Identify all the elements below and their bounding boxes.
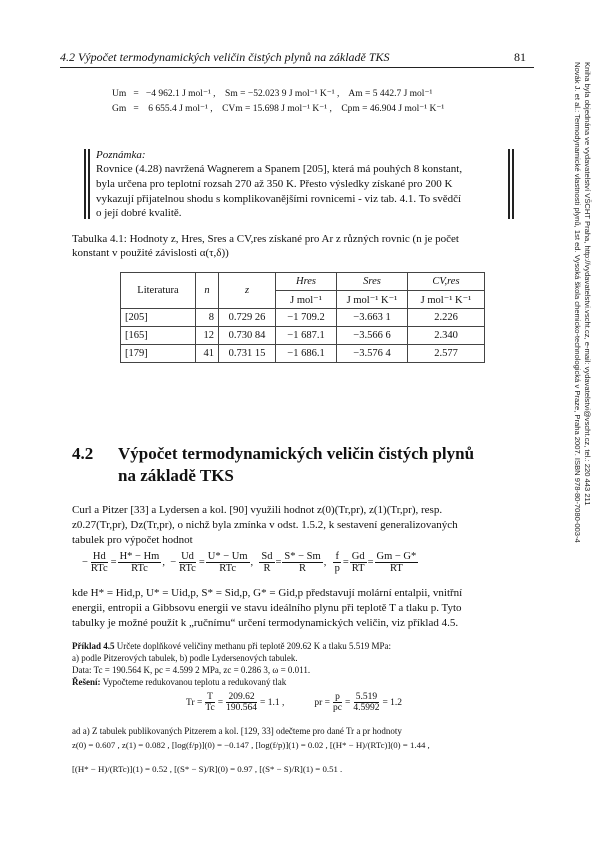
unit-hres: J mol⁻¹ [276, 291, 337, 309]
section-number: 4.2 [72, 444, 94, 463]
tr-value-num: 209.62 [228, 692, 255, 702]
sidebar-order-text: Kniha byla objednána ve vydavatelství VŠCHT Praha, http://vydavatelstvi.vscht.cz, e-mail: vydavatelstvi@vscht.cz, tel.: 220 443 211 [583, 62, 592, 506]
eq-u-diff-den: RTc [219, 563, 236, 574]
cell-lit: [205] [121, 309, 196, 327]
eq-g-diff-num: Gm − G* [376, 551, 417, 562]
example-line-6: z(0) = 0.607 , z(1) = 0.082 , [log(f/p)](0) = −0.147 , [log(f/p)](1) = 0.02 , [(H* − H)/(RTc)](0) = 1.44 , [72, 740, 430, 750]
table-row [121, 345, 485, 363]
sidebar-citation-text: Novák J. et al.: Termodynamické vlastnosti plynů, 1st ed. Vysoká škola chemicko-technologická v Praze, Praha 2007. ISBN 978-80-7080-003-4 [573, 62, 582, 543]
pr-value-den: 4.5992 [353, 703, 380, 713]
solution-label: Řešení: [72, 677, 101, 687]
cell-n: 41 [196, 345, 219, 363]
eq-g-diff-den: RT [390, 563, 403, 574]
body-p1-line-3: tabulek pro výpočet hodnot [72, 534, 193, 546]
sidebar-citation [572, 62, 582, 622]
col-header-cvres: CV,res [408, 273, 485, 291]
eq-s-diff-num: S* − Sm [284, 551, 321, 562]
example-line-7: [(H* − H)/(RTc)](1) = 0.52 , [(S* − S)/R](0) = 0.97 , [(S* − S)/R](1) = 0.51 . [72, 764, 343, 774]
section-title-line-1: Výpočet termodynamických veličin čistých plynů [118, 444, 475, 463]
body-p2-line-3: tabulky je možné použít k „ručnímu“ určení termodynamických veličin, viz příklad 4.5. [72, 617, 459, 629]
eq-h-diff-num: H* − Hm [119, 551, 160, 562]
col-header-z: z [219, 273, 276, 309]
pr-label: pr = [314, 697, 330, 708]
note-title: Poznámka: [96, 149, 146, 161]
cell-n: 12 [196, 327, 219, 345]
tr-value-den: 190.564 [226, 703, 257, 713]
pr-value-num: 5.519 [355, 692, 378, 702]
eq-gd-num: Gd [351, 551, 365, 562]
example-line-2: a) podle Pitzerových tabulek, b) podle Lydersenových tabulek. [72, 653, 298, 663]
tr-num: T [207, 692, 213, 702]
cell-hres: −1 687.1 [276, 327, 337, 345]
cell-sres: −3.566 6 [337, 327, 408, 345]
section-title-line-2: na základě TKS [118, 466, 234, 485]
eq-h-diff-den: RTc [131, 563, 148, 574]
eq-gd-den: RT [351, 563, 365, 574]
col-header-hres: Hres [276, 273, 337, 291]
cell-sres: −3.576 4 [337, 345, 408, 363]
note-right-bar-2 [512, 149, 514, 219]
pr-num: p [335, 692, 340, 702]
eq-f-den: p [334, 563, 340, 574]
example-line-1 [72, 641, 391, 653]
cell-cvres: 2.577 [408, 345, 485, 363]
equation-row: − $\frac{Hd}{\text{RTc}}$ = $\frac{H* - Hm}{\text{RTc}}$ , − $\frac{Ud}{\text{RTc}}$ = $\frac{U* - Um}{\text{RTc}}$ , $\frac{Sd}{R}$ = $\frac{S* - Sm}{R}$ , $\frac{f}{p}$ = $\frac{Gd}{RT}$ = $\frac{Gm - G*}{RT}$ [82, 551, 417, 574]
cell-z: 0.729 26 [219, 309, 276, 327]
cell-lit: [179] [121, 345, 196, 363]
eq-sd-num: Sd [261, 551, 273, 562]
tr-den: Tc [205, 703, 215, 713]
table-caption-line-1: Tabulka 4.1: Hodnoty z, Hres, Sres a CV,res získané pro Ar z různých rovnic (n je počet [72, 233, 459, 245]
example-line-5: ad a) Z tabulek publikovaných Pitzerem a kol. [129, 33] odečteme pro dané Tr a pr hodnoty [72, 726, 402, 736]
cell-hres: −1 709.2 [276, 309, 337, 327]
eq-hd-den: RTc [90, 563, 108, 574]
table-row [121, 309, 485, 327]
col-header-sres: Sres [337, 273, 408, 291]
cell-lit: [165] [121, 327, 196, 345]
note-right-bar [508, 149, 510, 219]
tr-result: = 1.1 , [259, 697, 285, 708]
note-box [84, 149, 514, 219]
body-p2-line-1: kde H* = Hid,p, U* = Uid,p, S* = Sid,p, G* = Gid,p představují molární entalpii, vnitřní [72, 587, 463, 599]
cell-z: 0.731 15 [219, 345, 276, 363]
note-line-1: Rovnice (4.28) navržená Wagnerem a Spanem [205], která má pouhých 8 konstant, [96, 163, 463, 175]
body-p1-line-1: Curl a Pitzer [33] a Lydersen a kol. [90] využili hodnot z(0)(Tr,pr), z(1)(Tr,pr), resp. [72, 504, 443, 516]
page-number: 81 [514, 50, 526, 64]
cell-z: 0.730 84 [219, 327, 276, 345]
example-line-3: Data: Tc = 190.564 K, pc = 4.599 2 MPa, zc = 0.286 3, ω = 0.011. [72, 665, 311, 675]
body-p1-line-2: z0.27(Tr,pr), Dz(Tr,pr), o nichž byla zmínka v odst. 1.5.2, k sestavení generalizovaných [72, 519, 458, 531]
eq-sd-den: R [263, 563, 271, 574]
eq-f-num: f [335, 551, 339, 562]
table-caption-line-2: konstant v použité závislosti α(τ,δ)) [72, 247, 229, 259]
eq-s-diff-den: R [299, 563, 307, 574]
cell-hres: −1 686.1 [276, 345, 337, 363]
running-header: 4.2 Výpočet termodynamických veličin čistých plynů na základě TKS [60, 50, 390, 64]
col-header-literatura: Literatura [121, 273, 196, 309]
cell-cvres: 2.226 [408, 309, 485, 327]
cell-n: 8 [196, 309, 219, 327]
unit-sres: J mol⁻¹ K⁻¹ [337, 291, 408, 309]
example-line-4 [72, 677, 286, 689]
sidebar-order-info [582, 62, 592, 622]
eq-hd-num: Hd [92, 551, 106, 562]
example-task: Určete doplňkové veličiny methanu při teplotě 209.62 K a tlaku 5.519 MPa: [114, 641, 391, 651]
data-table [120, 272, 485, 363]
note-line-3: vykazují přijatelnou shodu s komplikovanějšími rovnicemi - viz tab. 4.1. To svědčí [96, 193, 462, 205]
note-line-2: byla určena pro teplotní rozsah 270 až 350 K. Přesto výsledky získané pro 200 K [96, 178, 453, 190]
eq-ud-num: Ud [181, 551, 194, 562]
header-rule [60, 67, 534, 68]
reduced-quantities: Tr = $\frac{T}{Tc}$ = $\frac{209.62}{190.564}$ = 1.1 , pr = $\frac{p}{pc}$ = $\frac{5.519}{4.5992}$ = 1.2 [186, 692, 403, 713]
unit-cvres: J mol⁻¹ K⁻¹ [408, 291, 485, 309]
example-label: Příklad 4.5 [72, 641, 115, 651]
note-left-bar-2 [88, 149, 90, 219]
eq-ud-den: RTc [179, 563, 196, 574]
result-line-2: Gm = 6 655.4 J mol⁻¹ , CVm = 15.698 J mol⁻¹ K⁻¹ , Cpm = 46.904 J mol⁻¹ K⁻¹ [112, 104, 445, 114]
note-left-bar [84, 149, 86, 219]
table-row [121, 327, 485, 345]
cell-sres: −3.663 1 [337, 309, 408, 327]
pr-result: = 1.2 [382, 697, 403, 708]
cell-cvres: 2.340 [408, 327, 485, 345]
col-header-n: n [196, 273, 219, 309]
note-line-4: o její dobré kvalitě. [96, 207, 182, 219]
pr-den: pc [332, 703, 342, 713]
result-line-1: Um = −4 962.1 J mol⁻¹ , Sm = −52.023 9 J mol⁻¹ K⁻¹ , Am = 5 442.7 J mol⁻¹ [112, 89, 433, 99]
body-p2-line-2: energii, entropii a Gibbsovu energii ve stavu ideálního plynu při teplotě T a tlaku p. Tyto [72, 602, 462, 614]
tr-label: Tr = [186, 697, 203, 708]
eq-u-diff-num: U* − Um [207, 551, 248, 562]
solution-intro: Vypočteme redukovanou teplotu a redukovaný tlak [100, 677, 287, 687]
